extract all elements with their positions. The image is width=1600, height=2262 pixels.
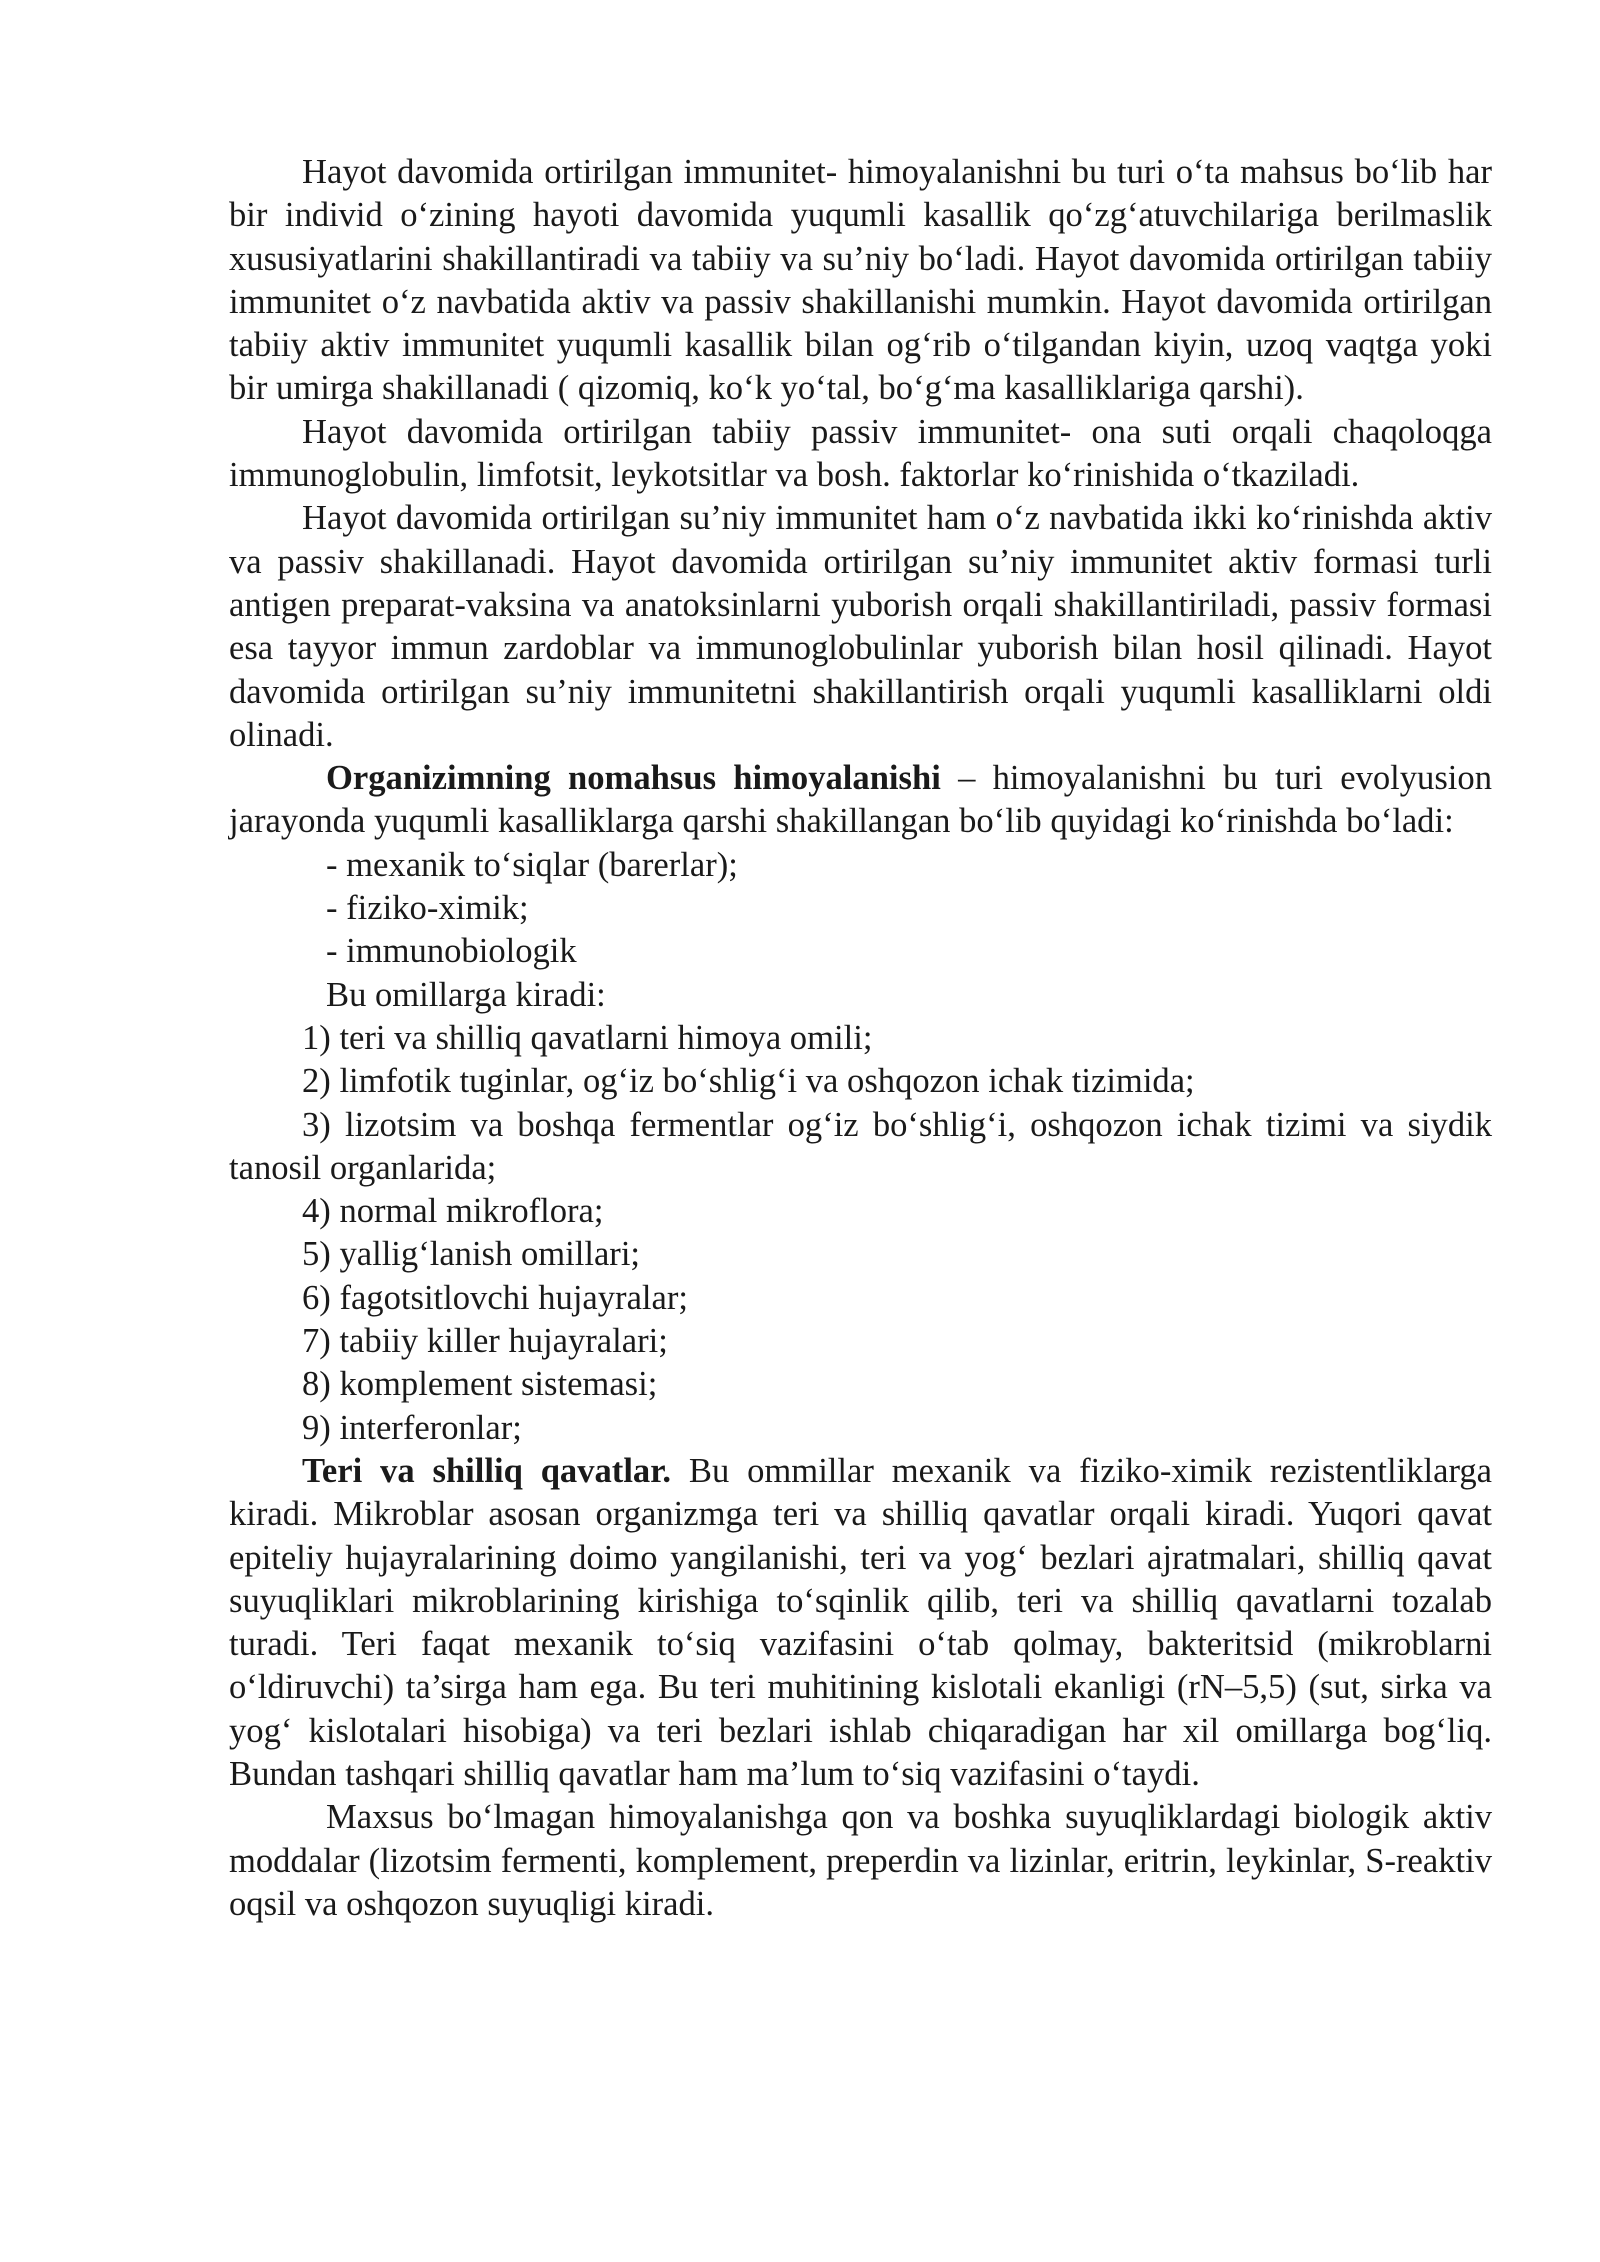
paragraph-artificial-immunity: Hayot davomida ortirilgan su’niy immunitet ham o‘z navbatida ikki ko‘rinishda aktiv va passiv shakillanadi. Hayot davomida ortirilgan su’niy immunitet aktiv formasi turli antigen preparat-vaksina va anatoksinlarni yuborish orqali shakillantiriladi, passiv formasi esa tayyor immun zardoblar va immunoglobulinlar yuborish bilan hosil qilinadi. Hayot davomida ortirilgan su’niy immunitetni shakillantirish orqali yuqumli kasalliklarni oldi olinadi. [229,499,1492,754]
paragraph-passive-immunity: Hayot davomida ortirilgan tabiiy passiv immunitet- ona suti orqali chaqoloqga immunoglobulin, limfotsit, leykotsitlar va bosh. faktorlar ko‘rinishida o‘tkaziladi. [229,412,1492,495]
list-item: 3) lizotsim va boshqa fermentlar og‘iz bo‘shlig‘i, oshqozon ichak tizimi va siydik tanosil organlarida; [229,1105,1492,1187]
list-item: - fiziko-ximik; [326,889,529,928]
list-item: 1) teri va shilliq qavatlarni himoya omili; [302,1018,873,1057]
paragraph-acquired-immunity: Hayot davomida ortirilgan immunitet- himoyalanishni bu turi o‘ta mahsus bo‘lib har bir individ o‘zining hayoti davomida yuqumli kasallik qo‘zg‘atuvchilariga berilmaslik xususiyatlarini shakillantiradi va tabiiy va su’niy bo‘ladi. Hayot davomida ortirilgan tabiiy immunitet o‘z navbatida aktiv va passiv shakillanishi mumkin. Hayot davomida ortirilgan tabiiy aktiv immunitet yuqumli kasallik bilan og‘rib o‘tilgandan kiyin, uzoq vaqtga yoki bir umirga shakillanadi ( qizomiq, ko‘k yo‘tal, bo‘g‘ma kasalliklariga qarshi). [229,153,1492,408]
list-item: 9) interferonlar; [302,1408,522,1447]
paragraph-bioactive-substances: Maxsus bo‘lmagan himoyalanishga qon va boshka suyuqliklardagi biologik aktiv moddalar (lizotsim fermenti, komplement, preperdin va lizinlar, eritrin, leykinlar, S-reaktiv oqsil va oshqozon suyuqligi kiradi. [229,1798,1492,1923]
list-item: 7) tabiiy killer hujayralari; [302,1322,668,1361]
paragraph-nonspecific-defense-text: – himoyalanishni bu turi evolyusion jarayonda yuqumli kasalliklarga qarshi shakillangan bo‘lib quyidagi ko‘rinishda bo‘ladi: [229,759,1492,841]
list-intro: Bu omillarga kiradi: [326,975,606,1014]
list-item: 2) limfotik tuginlar, og‘iz bo‘shlig‘i va oshqozon ichak tizimida; [302,1062,1195,1101]
term-nonspecific-defense: Organizimning nomahsus himoyalanishi [326,759,941,798]
paragraph-nonspecific-defense [229,757,1492,844]
term-skin-mucosa: Teri va shilliq qavatlar. [302,1451,672,1490]
list-item: 8) komplement sistemasi; [302,1365,658,1404]
list-item: 6) fagotsitlovchi hujayralar; [302,1278,688,1317]
list-item: - mexanik to‘siqlar (barerlar); [326,845,738,884]
paragraph-skin-mucosa-text: Bu ommillar mexanik va fiziko-ximik rezistentliklarga kiradi. Mikroblar asosan organizmga teri va shilliq qavatlar orqali kiradi. Yuqori qavat epiteliy hujayralarining doimo yangilanishi, teri va yog‘ bezlari ajratmalari, shilliq qavat suyuqliklari mikroblarining kirishiga to‘sqinlik qilib, teri va shilliq qavatlarni tozalab turadi. Teri faqat mexanik to‘siq vazifasini o‘tab qolmay, bakteritsid (mikroblarni o‘ldiruvchi) ta’sirga ham ega. Bu teri muhitining kislotali ekanligi (rN–5,5) (sut, sirka va yog‘ kislotalari hisobiga) va teri bezlari ishlab chiqaradigan har xil omillarga bog‘liq. Bundan tashqari shilliq qavatlar ham ma’lum to‘siq vazifasini o‘taydi. [229,1451,1492,1793]
list-item: 5) yallig‘lanish omillari; [302,1235,641,1274]
list-item: 4) normal mikroflora; [302,1192,604,1231]
list-item: - immunobiologik [326,932,577,971]
paragraph-skin-mucosa [229,1450,1492,1796]
